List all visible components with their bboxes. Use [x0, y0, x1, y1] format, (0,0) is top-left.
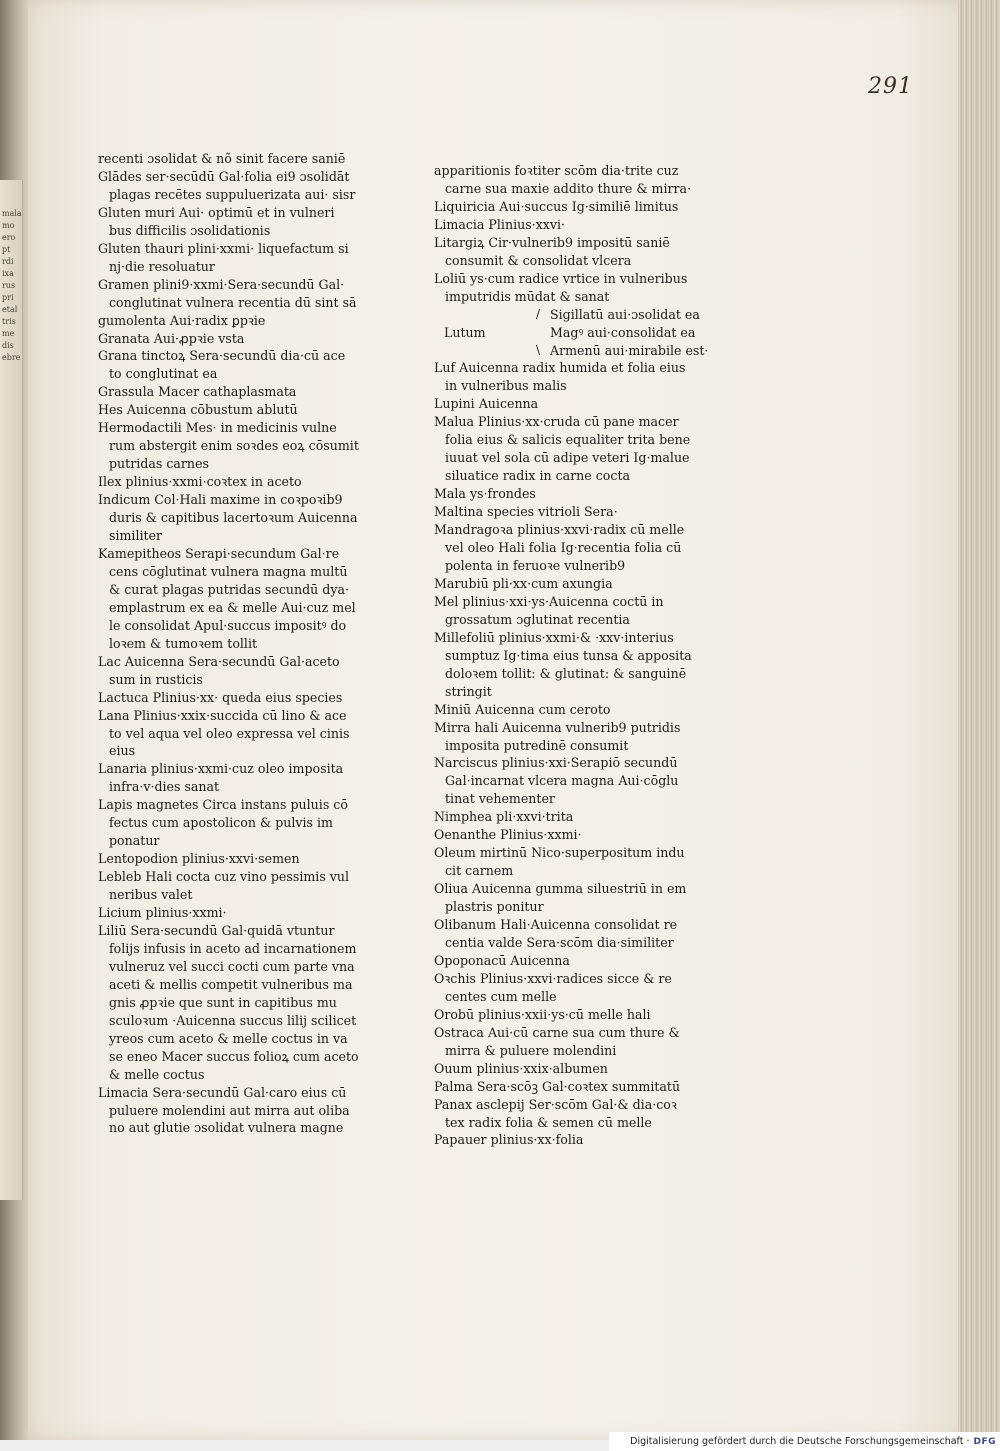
margin-note: ero — [2, 233, 16, 242]
glossary-entry — [98, 796, 398, 850]
entry-line: gnis ꝓpꝛie que sunt in capitibus mu — [109, 994, 337, 1010]
entry-line: recenti ɔsolidat & nõ sinit facere saniē — [98, 151, 346, 166]
entry-line: Oliua Auicenna gumma siluestriū in em — [434, 881, 687, 897]
entry-line: nj·die resoluatur — [109, 258, 215, 274]
entry-line: in vulneribus malis — [445, 378, 567, 394]
glossary-entry — [434, 593, 734, 629]
glossary-entry — [98, 868, 398, 904]
margin-note: rdi — [2, 257, 14, 266]
entry-line: Litargiꝝ Cir·vulnerib9 impositū saniē — [434, 234, 670, 250]
entry-line: Liliū Sera·secundū Gal·quidā vtuntur — [98, 922, 335, 938]
glossary-entry — [98, 689, 398, 707]
entry-line: Ostraca Aui·cū carne sua cum thure & — [434, 1024, 680, 1040]
entry-line: Olibanum Hali·Auicenna consolidat re — [434, 917, 678, 933]
entry-line: sculoꝛum ·Auicenna succus lilij scilicet — [109, 1012, 357, 1028]
entry-line: centes cum melle — [445, 988, 557, 1004]
glossary-entry — [98, 168, 398, 204]
entry-line: Opoponacū Auicenna — [434, 952, 570, 968]
entry-line: Gal·incarnat vlcera magna Aui·cōglu — [445, 773, 679, 789]
brace-icon: / \ — [536, 306, 541, 357]
glossary-entry — [98, 850, 398, 868]
entry-line: Lebleb Hali cocta cuz vino pessimis vul — [98, 869, 350, 885]
entry-line: Hes Auicenna cōbustum ablutū — [98, 402, 298, 418]
entry-line: Grana tinctoꝝ Sera·secundū dia·cū ace — [98, 348, 346, 364]
margin-note: tris — [2, 317, 16, 326]
entry-line: Armenū aui·mirabile est· — [550, 342, 709, 358]
entry-line: Lanaria plinius·xxmi·cuz oleo imposita — [98, 761, 344, 777]
entry-line: Lapis magnetes Circa instans puluis cō — [98, 797, 348, 813]
entry-line: Magꝰ aui·consolidat ea — [550, 324, 696, 340]
glossary-entry — [98, 330, 398, 348]
entry-line: tinat vehementer — [445, 791, 555, 807]
entry-line: Oꝛchis Plinius·xxvi·radices sicce & re — [434, 970, 672, 986]
entry-line: duris & capitibus lacertoꝛum Auicenna — [109, 510, 358, 526]
entry-line: eius — [109, 743, 136, 759]
glossary-entry — [98, 312, 398, 330]
glossary-entry — [98, 150, 398, 168]
margin-note: ixa — [2, 269, 14, 278]
glossary-entry — [434, 1096, 734, 1132]
glossary-entry — [98, 760, 398, 796]
glossary-entry — [434, 808, 734, 826]
glossary-entry — [434, 880, 734, 916]
entry-line: tex radix folia & semen cū melle — [445, 1114, 652, 1130]
entry-line: vel oleo Hali folia Ig·recentia folia cū — [445, 540, 682, 556]
entry-line: Oleum mirtinū Nico·superpositum indu — [434, 845, 685, 861]
glossary-entry — [434, 198, 734, 216]
entry-line: & curat plagas putridas secundū dya· — [109, 581, 349, 597]
entry-line: Orobū plinius·xxii·ys·cū melle hali — [434, 1006, 651, 1022]
margin-note: dis — [2, 341, 14, 350]
entry-line: neribus valet — [109, 887, 193, 903]
glossary-entry — [434, 216, 734, 234]
funding-footer — [609, 1432, 1000, 1451]
entry-line: Malua Plinius·xx·cruda cū pane macer — [434, 414, 679, 430]
entry-line: gumolenta Aui·radix ꝑpꝛie — [98, 312, 266, 328]
glossary-entry — [434, 826, 734, 844]
glossary-entry — [98, 707, 398, 761]
entry-line: infra·v·dies sanat — [109, 779, 220, 795]
entry-line: Panax asclepij Ser·scōm Gal·& dia·coꝛ — [434, 1096, 677, 1112]
entry-line: Mirra hali Auicenna vulnerib9 putridis — [434, 719, 681, 735]
entry-line: Licium plinius·xxmi· — [98, 905, 227, 921]
glossary-entry — [98, 276, 398, 312]
margin-note: me — [2, 329, 15, 338]
entry-line: folia eius & salicis equaliter trita bene — [445, 432, 691, 448]
entry-line: siluatice radix in carne cocta — [445, 468, 631, 484]
entry-line: plagas recētes suppuluerizata aui· sisr — [109, 186, 356, 202]
glossary-entry — [98, 204, 398, 240]
entry-line: plastris ponitur — [445, 899, 544, 915]
glossary-entry — [434, 162, 734, 198]
entry-line: sumptuz Ig·tima eius tunsa & apposita — [445, 647, 692, 663]
entry-line: Lupini Auicenna — [434, 396, 539, 412]
entry-line: emplastrum ex ea & melle Aui·cuz mel — [109, 599, 356, 615]
margin-note: mala — [2, 209, 22, 218]
glossary-entry — [98, 545, 398, 653]
glossary-entry — [434, 952, 734, 970]
glossary-entry — [98, 419, 398, 473]
entry-line: Mel plinius·xxi·ys·Auicenna coctū in — [434, 593, 664, 609]
entry-line: Palma Sera·scōꝫ Gal·coꝛtex summitatū — [434, 1078, 681, 1094]
entry-line: le consolidat Apul·succus impositꝰ do — [109, 617, 347, 633]
entry-line: Limacia Plinius·xxvi· — [434, 216, 566, 232]
glossary-entry — [98, 401, 398, 419]
entry-line: yreos cum aceto & melle coctus in va — [109, 1030, 348, 1046]
glossary-entry — [98, 347, 398, 383]
entry-line: Gluten thauri plini·xxmi· liquefactum si — [98, 240, 349, 256]
glossary-entry — [98, 491, 398, 545]
entry-line: carne sua maxie addito thure & mirra· — [445, 180, 692, 196]
glossary-entry — [434, 629, 734, 701]
margin-note: pri — [2, 293, 14, 302]
entry-line: puluere molendini aut mirra aut oliba — [109, 1102, 350, 1118]
glossary-entry — [98, 904, 398, 922]
entry-line: Mandragoꝛa plinius·xxvi·radix cū melle — [434, 522, 685, 538]
entry-line: folijs infusis in aceto ad incarnationem — [109, 940, 357, 956]
margin-note: rus — [2, 281, 16, 290]
entry-line: Glādes ser·secūdū Gal·folia ei9 ɔsolidāt — [98, 168, 350, 184]
entry-line: Kamepitheos Serapi·secundum Gal·re — [98, 545, 340, 561]
entry-line: Ilex plinius·xxmi·coꝛtex in aceto — [98, 474, 302, 490]
entry-line: Oenanthe Plinius·xxmi· — [434, 827, 582, 843]
entry-line: stringit — [445, 683, 492, 699]
glossary-entry — [434, 1060, 734, 1078]
margin-note: pt — [2, 245, 11, 254]
entry-line: Sigillatū aui·ɔsolidat ea — [550, 306, 700, 322]
glossary-entry — [434, 701, 734, 719]
entry-line: putridas carnes — [109, 456, 209, 472]
entry-line: Papauer plinius·xx·folia — [434, 1132, 584, 1148]
entry-line: imposita putredinē consumit — [445, 737, 629, 753]
folio-number: 291 — [868, 74, 913, 99]
entry-line: Miniū Auicenna cum ceroto — [434, 701, 611, 717]
entry-line: Indicum Col·Hali maxime in coꝛpoꝛib9 — [98, 492, 343, 508]
entry-line: Gramen plini9·xxmi·Sera·secundū Gal· — [98, 276, 345, 292]
entry-line: bus difficilis ɔsolidationis — [109, 222, 271, 238]
entry-line: rum abstergit enim soꝛdes eoꝝ cōsumit — [109, 438, 359, 454]
entry-line: se eneo Macer succus folioꝝ cum aceto — [109, 1048, 359, 1064]
glossary-entry — [434, 719, 734, 755]
entry-line: apparitionis foꝛtiter scōm dia·trite cuz — [434, 163, 679, 178]
entry-line: Granata Aui·ꝓpꝛie vsta — [98, 330, 245, 346]
entry-line: Maltina species vitrioli Sera· — [434, 504, 618, 520]
entry-line: Gluten muri Aui· optimū et in vulneri — [98, 204, 335, 220]
margin-note: etal — [2, 305, 18, 314]
entry-line: Nimphea pli·xxvi·trita — [434, 809, 574, 825]
entry-line: Limacia Sera·secundū Gal·caro eius cū — [98, 1084, 347, 1100]
entry-line: Millefoliū plinius·xxmi·& ·xxv·interius — [434, 629, 674, 645]
entry-line: Lentopodion plinius·xxvi·semen — [98, 851, 300, 867]
entry-line: cens cōglutinat vulnera magna multū — [109, 563, 348, 579]
glossary-entry — [434, 970, 734, 1006]
glossary-entry — [98, 473, 398, 491]
margin-notes — [2, 208, 28, 708]
glossary-entry — [434, 1006, 734, 1024]
glossary-entry — [434, 413, 734, 485]
entry-line: fectus cum apostolicon & pulvis im — [109, 815, 333, 831]
glossary-entry — [434, 359, 734, 395]
glossary-entry — [434, 1078, 734, 1096]
glossary-entry — [434, 270, 734, 306]
dfg-logo: DFG — [973, 1436, 996, 1447]
entry-line: Ouum plinius·xxix·albumen — [434, 1060, 608, 1076]
entry-line: Narciscus plinius·xxi·Serapiō secundū — [434, 755, 678, 771]
page-block-edge — [958, 0, 1000, 1440]
entry-line: Lactuca Plinius·xx· queda eius species — [98, 689, 343, 705]
glossary-entry — [98, 653, 398, 689]
glossary-entry — [434, 485, 734, 503]
glossary-entry — [98, 383, 398, 401]
glossary-entry — [98, 1084, 398, 1138]
glossary-entry — [434, 234, 734, 270]
left-text-column — [98, 150, 398, 1137]
glossary-entry — [434, 395, 734, 413]
entry-line: to conglutinat ea — [109, 366, 218, 382]
glossary-entry — [98, 240, 398, 276]
entry-line: Grassula Macer cathaplasmata — [98, 384, 297, 400]
entry-line: imputridis mūdat & sanat — [445, 288, 610, 304]
margin-note: ebre — [2, 353, 21, 362]
entry-line: to vel aqua vel oleo expressa vel cinis — [109, 725, 350, 741]
entry-line: vulneruz vel succi cocti cum parte vna — [109, 958, 355, 974]
entry-line: Lac Auicenna Sera·secundū Gal·aceto — [98, 653, 340, 669]
glossary-entry — [434, 306, 734, 360]
entry-line: conglutinat vulnera recentia dū sint sā — [109, 294, 357, 310]
entry-line: similiter — [109, 528, 163, 544]
entry-line: ponatur — [109, 833, 160, 849]
entry-line: Liquiricia Aui·succus Ig·similiē limitus — [434, 198, 679, 214]
entry-line: Mala ys·frondes — [434, 486, 536, 502]
glossary-entry — [434, 844, 734, 880]
entry-line: aceti & mellis competit vulneribus ma — [109, 976, 353, 992]
glossary-entry — [434, 575, 734, 593]
glossary-entry — [434, 503, 734, 521]
entry-line: cit carnem — [445, 863, 514, 879]
entry-line: consumit & consolidat vlcera — [445, 252, 632, 268]
entry-line: Loliū ys·cum radice vrtice in vulneribus — [434, 270, 688, 286]
glossary-entry — [98, 922, 398, 1084]
glossary-entry — [434, 916, 734, 952]
glossary-entry — [434, 1024, 734, 1060]
entry-line: Luf Auicenna radix humida et folia eius — [434, 360, 686, 376]
glossary-entry — [434, 754, 734, 808]
margin-note: mo — [2, 221, 15, 230]
entry-line: sum in rusticis — [109, 671, 203, 687]
glossary-entry — [434, 1131, 734, 1149]
entry-line: Marubiū pli·xx·cum axungia — [434, 575, 613, 591]
entry-line: Hermodactili Mes· in medicinis vulne — [98, 420, 337, 436]
entry-line: grossatum ɔglutinat recentia — [445, 611, 630, 627]
entry-line: loꝛem & tumoꝛem tollit — [109, 635, 258, 651]
glossary-entry — [434, 521, 734, 575]
entry-line: mirra & puluere molendini — [445, 1042, 617, 1058]
entry-line: polenta in feruoꝛe vulnerib9 — [445, 557, 626, 573]
right-text-column — [434, 162, 734, 1149]
entry-line: centia valde Sera·scōm dia·similiter — [445, 934, 674, 950]
entry-line: & melle coctus — [109, 1066, 205, 1082]
entry-line: doloꝛem tollit: & glutinat: & sanguinē — [445, 665, 687, 681]
entry-line: Lana Plinius·xxix·succida cū lino & ace — [98, 707, 347, 723]
entry-line: no aut glutie ɔsolidat vulnera magne — [109, 1120, 344, 1136]
footer-text: Digitalisierung gefördert durch die Deutsche Forschungsgemeinschaft · — [630, 1436, 970, 1447]
entry-line: Lutum — [444, 324, 486, 340]
entry-line: iuuat vel sola cū adipe veteri Ig·malue — [445, 450, 690, 466]
